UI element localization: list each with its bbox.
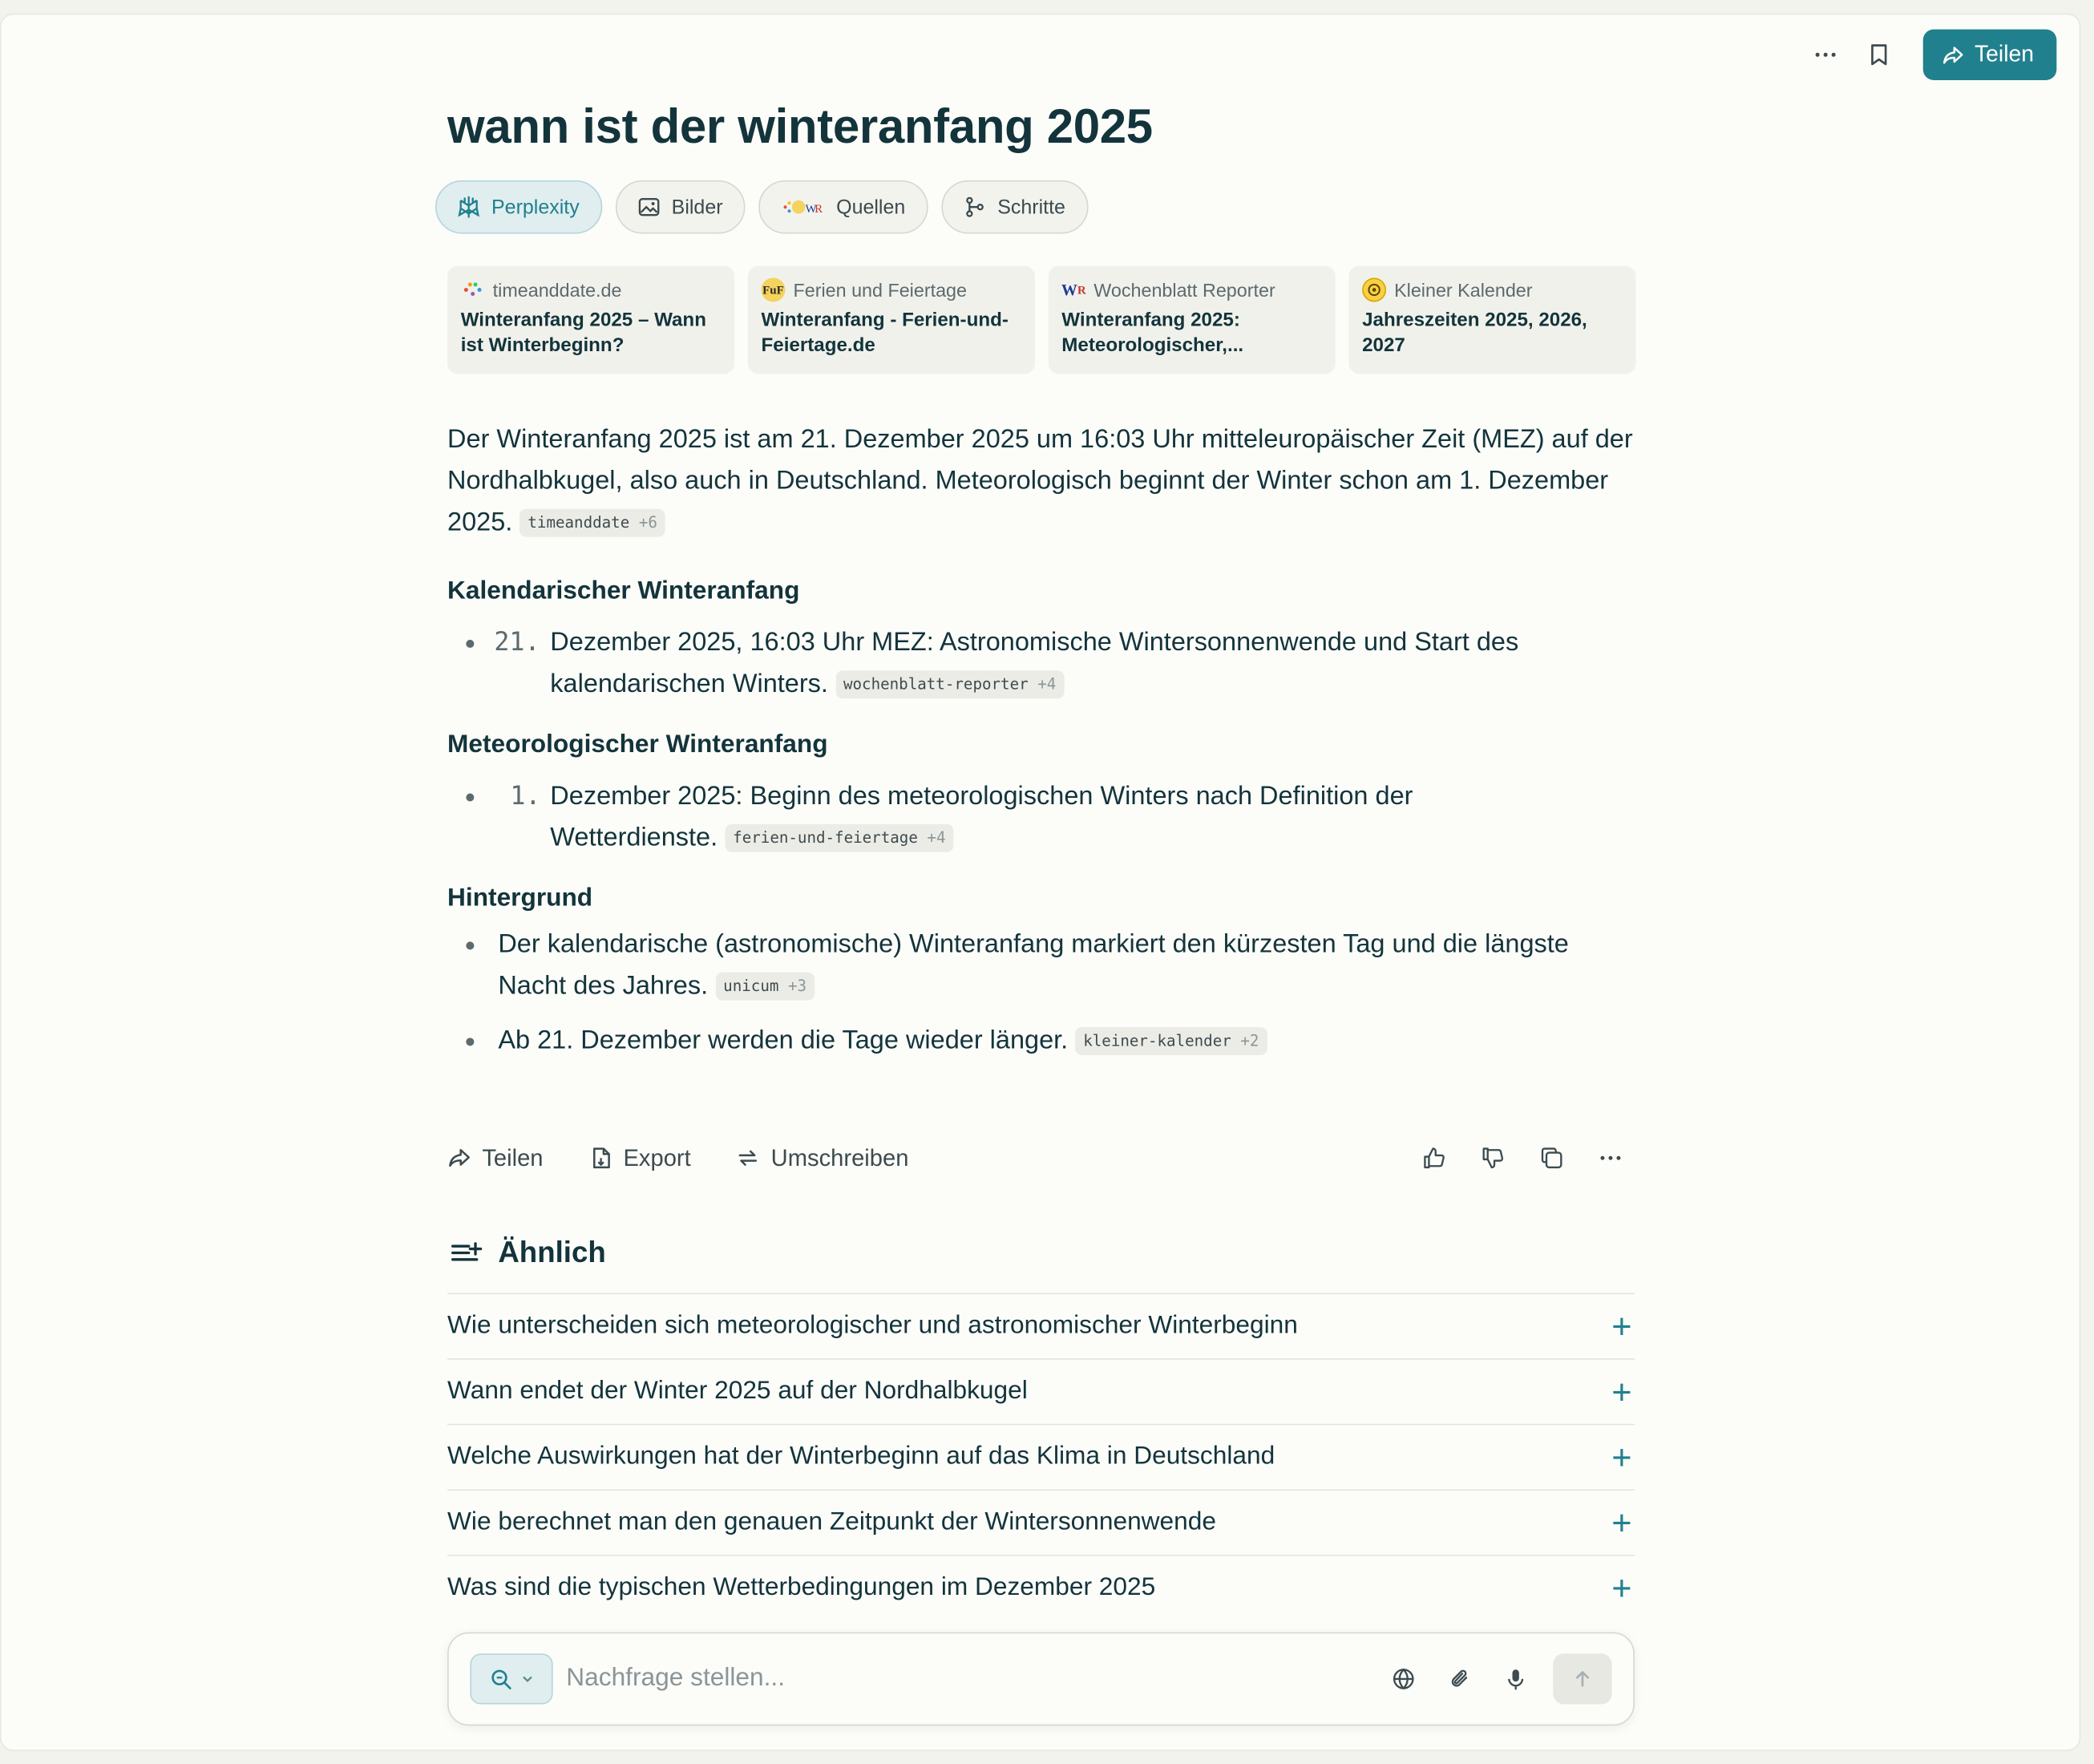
share-icon [1941,43,1963,66]
follow-up-input[interactable] [566,1665,1390,1694]
more-options-icon[interactable] [1597,1145,1623,1171]
section-heading: Meteorologischer Winteranfang [447,730,828,759]
steps-icon [963,195,987,219]
tab-perplexity[interactable]: Perplexity [435,180,602,234]
source-cards [447,265,1636,374]
source-card[interactable]: FuF Ferien und Feiertage Winteranfang - Ferien-und-Feiertage.de [748,265,1035,374]
plus-icon: + [1611,1436,1632,1477]
citation-badge[interactable]: kleiner-kalender +2 [1075,1027,1267,1055]
svg-text:W: W [805,202,817,216]
citation-badge[interactable]: wochenblatt-reporter +4 [835,670,1064,698]
source-card[interactable]: Kleiner Kalender Jahreszeiten 2025, 2026, 2027 [1348,265,1635,374]
thumbs-up-icon[interactable] [1421,1145,1447,1171]
source-card[interactable]: timeanddate.de Winteranfang 2025 – Wann ist Winterbeginn? [447,265,734,374]
rewrite-icon [736,1146,760,1170]
related-question[interactable]: Wie berechnet man den genauen Zeitpunkt der Wintersonnenwende + [447,1489,1635,1555]
image-icon [637,195,661,219]
tab-images[interactable]: Bilder [616,180,746,234]
bookmark-icon[interactable] [1858,34,1898,75]
sources-icon [780,195,826,219]
plus-icon: + [1611,1305,1632,1346]
timeanddate-favicon-icon [461,277,485,301]
top-bar [1805,30,2056,80]
list-item: 1. Dezember 2025: Beginn des meteorologischen Winters nach Definition der Wetterdienste. ferien-und-feiertage +4 [447,776,1635,859]
more-options-icon[interactable] [1805,34,1845,75]
search-icon [489,1667,513,1691]
share-button[interactable] [1922,30,2056,80]
related-question[interactable]: Wie unterscheiden sich meteorologischer und astronomischer Winterbeginn + [447,1293,1635,1358]
plus-icon: + [1611,1370,1632,1411]
section-list [447,776,1635,859]
arrow-up-icon [1572,1669,1594,1690]
perplexity-icon [457,195,481,219]
section-list [447,622,1635,705]
kleiner-kalender-favicon-icon [1362,277,1386,301]
copy-icon[interactable] [1538,1145,1565,1171]
citation-badge[interactable]: unicum +3 [715,973,815,1001]
plus-icon: + [1611,1567,1632,1608]
answer-body [447,419,1635,1075]
answer-intro: Der Winteranfang 2025 ist am 21. Dezember 2025 um 16:03 Uhr mitteleuropäischer Zeit (MEZ) auf der Nordhalbkugel, also auch in Deutschland. Meteorologisch beginnt der Winter schon am 1. Dezember 2025. timeanddate +6 [447,424,1633,537]
globe-icon[interactable] [1390,1665,1417,1692]
related-list [447,1293,1635,1620]
citation-badge[interactable]: ferien-und-feiertage +4 [725,824,953,852]
query-title: wann ist der winteranfang 2025 [447,99,1153,154]
tab-sources[interactable]: W R Quellen [759,180,928,234]
ferien-favicon-icon: FuF [762,277,786,301]
share-label: Teilen [1975,41,2035,67]
rewrite-button[interactable]: Umschreiben [736,1144,908,1172]
search-mode-selector[interactable] [470,1653,552,1704]
share-answer-button[interactable]: Teilen [447,1144,543,1172]
svg-text:R: R [815,202,823,216]
related-question[interactable]: Wann endet der Winter 2025 auf der Nordhalbkugel + [447,1358,1635,1424]
list-item: Ab 21. Dezember werden die Tage wieder länger. kleiner-kalender +2 [447,1021,1635,1062]
source-card[interactable]: W R Wochenblatt Reporter Winteranfang 2025: Meteorologischer,... [1049,265,1336,374]
related-list-icon [450,1240,482,1266]
list-item: 21. Dezember 2025, 16:03 Uhr MEZ: Astronomische Wintersonnenwende und Start des kalendarischen Winters. wochenblatt-reporter +4 [447,622,1635,705]
follow-up-box [447,1633,1635,1726]
share-icon [447,1146,471,1170]
related-question[interactable]: Welche Auswirkungen hat der Winterbeginn auf das Klima in Deutschland + [447,1424,1635,1490]
export-button[interactable]: Export [588,1144,691,1172]
section-heading: Hintergrund [447,884,593,912]
section-list [447,924,1635,1062]
chevron-down-icon [521,1673,535,1686]
answer-actions [447,1138,1635,1178]
tab-steps[interactable]: Schritte [941,180,1088,234]
thumbs-down-icon[interactable] [1480,1145,1506,1171]
citation-badge[interactable]: timeanddate +6 [519,509,665,537]
export-icon [588,1146,612,1170]
related-question[interactable]: Was sind die typischen Wetterbedingungen im Dezember 2025 + [447,1555,1635,1620]
answer-tabs [435,180,1088,234]
list-item: Der kalendarische (astronomische) Winteranfang markiert den kürzesten Tag und die längste Nacht des Jahres. unicum +3 [447,924,1635,1007]
section-heading: Kalendarischer Winteranfang [447,577,800,605]
related-heading: Ähnlich [450,1236,605,1270]
wochenblatt-favicon-icon: W R [1061,279,1086,299]
send-button[interactable] [1553,1653,1611,1704]
attach-icon[interactable] [1446,1665,1473,1692]
microphone-icon[interactable] [1502,1665,1529,1692]
plus-icon: + [1611,1502,1632,1543]
